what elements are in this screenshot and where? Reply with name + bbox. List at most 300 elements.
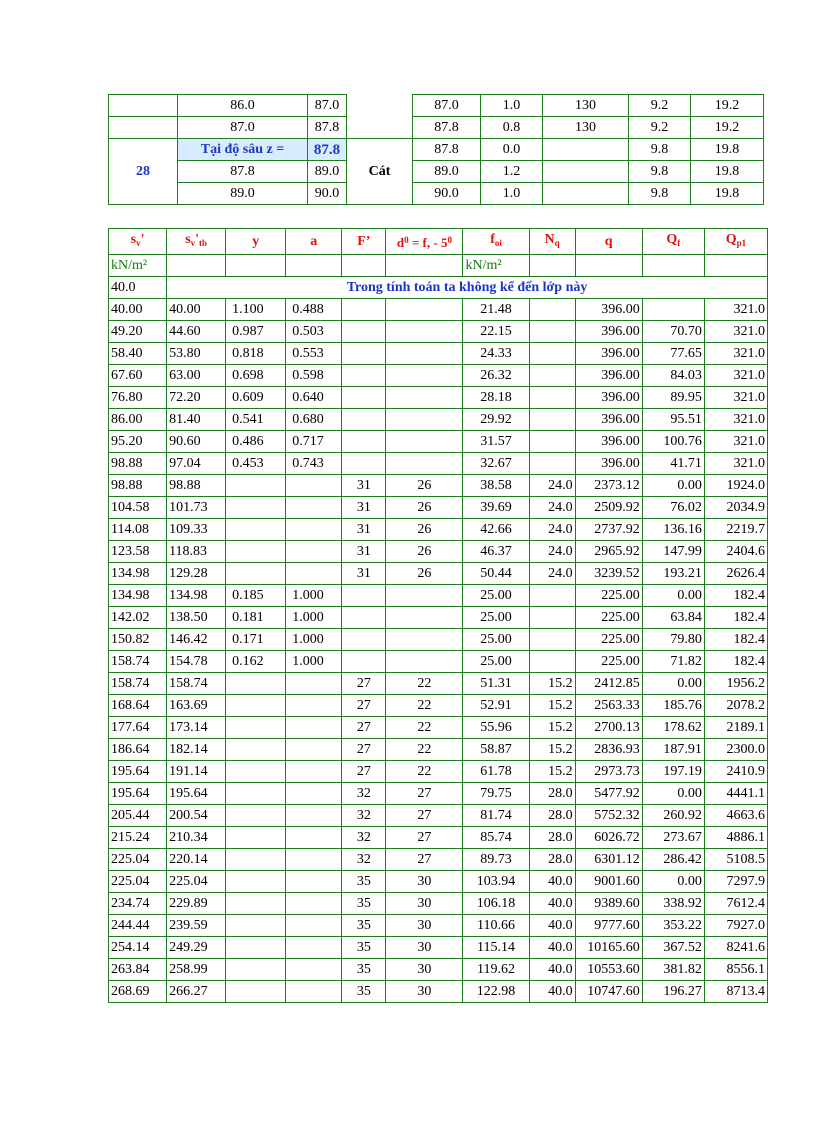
cell: 87.0: [413, 95, 481, 117]
cell: [226, 871, 286, 893]
cell: 87.0: [308, 95, 347, 117]
cell: 84.03: [642, 365, 704, 387]
cell: 0.698: [226, 365, 286, 387]
cell: 115.14: [463, 937, 529, 959]
cell: 19.2: [691, 117, 764, 139]
cell: 109.33: [167, 519, 226, 541]
cell: 0.171: [226, 629, 286, 651]
cell: 147.99: [642, 541, 704, 563]
cell: 200.54: [167, 805, 226, 827]
cell: 19.8: [691, 183, 764, 205]
cell: [342, 321, 386, 343]
cell: 6301.12: [575, 849, 642, 871]
cell: 220.14: [167, 849, 226, 871]
cell: 5108.5: [704, 849, 767, 871]
cell: 28.0: [529, 849, 575, 871]
cell: [226, 739, 286, 761]
cell: [286, 915, 342, 937]
cell: 114.08: [109, 519, 167, 541]
cell: 27: [342, 717, 386, 739]
cell: 32.67: [463, 453, 529, 475]
table-row: [109, 541, 768, 563]
table-row: [109, 607, 768, 629]
cell: 396.00: [575, 365, 642, 387]
cell: 27: [386, 805, 463, 827]
cell: [226, 937, 286, 959]
cell: 2563.33: [575, 695, 642, 717]
cell: [286, 871, 342, 893]
cell: [386, 607, 463, 629]
cell: 1.100: [226, 299, 286, 321]
cell: 9.2: [629, 95, 691, 117]
cell: 22.15: [463, 321, 529, 343]
cell: 28.18: [463, 387, 529, 409]
cell: [167, 255, 226, 277]
cell: [286, 475, 342, 497]
cell: 163.69: [167, 695, 226, 717]
cell: 0.987: [226, 321, 286, 343]
cell: 27: [342, 739, 386, 761]
cell: 51.31: [463, 673, 529, 695]
cell: 134.98: [167, 585, 226, 607]
cell: 260.92: [642, 805, 704, 827]
cell: 110.66: [463, 915, 529, 937]
cell: [529, 431, 575, 453]
cell: 42.66: [463, 519, 529, 541]
cell: 0.486: [226, 431, 286, 453]
cell: 338.92: [642, 893, 704, 915]
cell: 1.2: [481, 161, 543, 183]
cell: 27: [386, 783, 463, 805]
header-a: a: [286, 229, 342, 255]
cell: 40.0: [529, 937, 575, 959]
cell: 32: [342, 805, 386, 827]
cell: 98.88: [109, 453, 167, 475]
cell: 321.0: [704, 409, 767, 431]
table-row: [109, 387, 768, 409]
cell: [342, 585, 386, 607]
cell: 40.0: [529, 959, 575, 981]
cell: 1924.0: [704, 475, 767, 497]
cell: 35: [342, 959, 386, 981]
cell: 40.0: [529, 871, 575, 893]
cell: [529, 365, 575, 387]
cell: [286, 673, 342, 695]
cell: 134.98: [109, 585, 167, 607]
cell: [226, 673, 286, 695]
cell: [286, 541, 342, 563]
table-row: [109, 937, 768, 959]
cell: [226, 959, 286, 981]
cell: 0.453: [226, 453, 286, 475]
cell: 150.82: [109, 629, 167, 651]
cell: 95.51: [642, 409, 704, 431]
cell: [342, 651, 386, 673]
cell: 22: [386, 695, 463, 717]
cell: [529, 453, 575, 475]
cell: 195.64: [109, 761, 167, 783]
cell: 5752.32: [575, 805, 642, 827]
cell: 367.52: [642, 937, 704, 959]
cell: 52.91: [463, 695, 529, 717]
cell: 19.2: [691, 95, 764, 117]
cell: 225.00: [575, 585, 642, 607]
cell: 15.2: [529, 673, 575, 695]
cell: [226, 915, 286, 937]
cell: 58.40: [109, 343, 167, 365]
cell: 32: [342, 827, 386, 849]
header-Qf: $Q_f$: [642, 229, 704, 255]
cell: 129.28: [167, 563, 226, 585]
cell: 1.000: [286, 607, 342, 629]
cell: 191.14: [167, 761, 226, 783]
cell: 8241.6: [704, 937, 767, 959]
cell: 31.57: [463, 431, 529, 453]
soil-layer-table: [108, 94, 764, 205]
table-row: [109, 871, 768, 893]
depth-label: Tại độ sâu z =: [178, 139, 308, 161]
cell: 2034.9: [704, 497, 767, 519]
cell: [286, 783, 342, 805]
header-d0: $d^0 = f$, - $5^0$: [386, 229, 463, 255]
header-foi: $f_{oi}$: [463, 229, 529, 255]
table-row: [109, 409, 768, 431]
cell: 24.0: [529, 563, 575, 585]
cell: [226, 805, 286, 827]
cell: 273.67: [642, 827, 704, 849]
table-row: [109, 299, 768, 321]
cell: 81.40: [167, 409, 226, 431]
cell: 15.2: [529, 717, 575, 739]
cell: 119.62: [463, 959, 529, 981]
cell: 32: [342, 783, 386, 805]
cell: 40.0: [529, 893, 575, 915]
cell: 28.0: [529, 783, 575, 805]
cell: 195.64: [167, 783, 226, 805]
cell: [386, 453, 463, 475]
cell: [226, 981, 286, 1003]
cell: 266.27: [167, 981, 226, 1003]
cell: 1.000: [286, 651, 342, 673]
table-row: [109, 343, 768, 365]
cell: 7297.9: [704, 871, 767, 893]
cell: 239.59: [167, 915, 226, 937]
cell: 79.80: [642, 629, 704, 651]
cell: 61.78: [463, 761, 529, 783]
cell: 28.0: [529, 827, 575, 849]
cell: 3239.52: [575, 563, 642, 585]
cell: 55.96: [463, 717, 529, 739]
cell: 4441.1: [704, 783, 767, 805]
cell: 87.8: [178, 161, 308, 183]
cell: 187.91: [642, 739, 704, 761]
cell: 321.0: [704, 453, 767, 475]
cell: [226, 827, 286, 849]
cell: 25.00: [463, 585, 529, 607]
cell: [286, 497, 342, 519]
cell: [386, 409, 463, 431]
cell: [286, 761, 342, 783]
unit-label: kN/m²: [109, 255, 167, 277]
cell: 321.0: [704, 431, 767, 453]
cell: 263.84: [109, 959, 167, 981]
cell: 49.20: [109, 321, 167, 343]
cell: 2410.9: [704, 761, 767, 783]
table-row: [109, 717, 768, 739]
cell: 205.44: [109, 805, 167, 827]
header-row: [109, 229, 768, 255]
cell: 100.76: [642, 431, 704, 453]
cell: 63.84: [642, 607, 704, 629]
cell: 30: [386, 981, 463, 1003]
cell: 9.8: [629, 161, 691, 183]
cell: 0.609: [226, 387, 286, 409]
cell: 4663.6: [704, 805, 767, 827]
cell: 71.82: [642, 651, 704, 673]
cell: 2973.73: [575, 761, 642, 783]
table-row: [109, 959, 768, 981]
cell: 89.73: [463, 849, 529, 871]
cell: [529, 299, 575, 321]
cell: [226, 717, 286, 739]
cell: 19.8: [691, 161, 764, 183]
table-row: [109, 981, 768, 1003]
cell: [386, 585, 463, 607]
cell: 98.88: [109, 475, 167, 497]
cell: 24.0: [529, 519, 575, 541]
cell: 158.74: [109, 673, 167, 695]
cell: 158.74: [167, 673, 226, 695]
cell: 35: [342, 871, 386, 893]
cell: [386, 629, 463, 651]
table-row: [109, 453, 768, 475]
cell: [543, 161, 629, 183]
cell: 89.0: [308, 161, 347, 183]
cell: 35: [342, 981, 386, 1003]
cell: 2626.4: [704, 563, 767, 585]
cell: [529, 585, 575, 607]
table-row: [109, 805, 768, 827]
cell: 130: [543, 95, 629, 117]
layer-cell: [109, 95, 178, 117]
table-row: [109, 893, 768, 915]
cell: [704, 255, 767, 277]
cell: 195.64: [109, 783, 167, 805]
header-Qp: $Q_{p1}$: [704, 229, 767, 255]
cell: 353.22: [642, 915, 704, 937]
cell: 118.83: [167, 541, 226, 563]
cell: [529, 607, 575, 629]
cell: [226, 761, 286, 783]
table-row: [109, 629, 768, 651]
cell: 225.00: [575, 651, 642, 673]
cell: 6026.72: [575, 827, 642, 849]
cell: 15.2: [529, 739, 575, 761]
cell: 76.02: [642, 497, 704, 519]
cell: 22: [386, 761, 463, 783]
cell: 142.02: [109, 607, 167, 629]
cell: 50.44: [463, 563, 529, 585]
cell: 138.50: [167, 607, 226, 629]
table-row: [109, 783, 768, 805]
cell: 26: [386, 475, 463, 497]
header-q: q: [575, 229, 642, 255]
cell: 321.0: [704, 299, 767, 321]
cell: 130: [543, 117, 629, 139]
cell: 58.87: [463, 739, 529, 761]
cell: 26: [386, 519, 463, 541]
cell: 35: [342, 893, 386, 915]
cell: 44.60: [167, 321, 226, 343]
cell: 2078.2: [704, 695, 767, 717]
cell: [286, 255, 342, 277]
header-F: F’: [342, 229, 386, 255]
layer-cell: [109, 117, 178, 139]
cell: 27: [386, 849, 463, 871]
cell: 90.0: [413, 183, 481, 205]
cell: [226, 563, 286, 585]
cell: 396.00: [575, 343, 642, 365]
cell: 26: [386, 563, 463, 585]
cell: 31: [342, 563, 386, 585]
cell: [342, 365, 386, 387]
cell: 15.2: [529, 761, 575, 783]
table-row: [109, 563, 768, 585]
table-row: [109, 739, 768, 761]
cell: 24.0: [529, 497, 575, 519]
cell: 225.04: [109, 871, 167, 893]
cell: [342, 343, 386, 365]
cell: [386, 365, 463, 387]
cell: 258.99: [167, 959, 226, 981]
cell: [226, 541, 286, 563]
cell: 173.14: [167, 717, 226, 739]
table-row: [109, 519, 768, 541]
cell: 0.0: [481, 139, 543, 161]
cell: 103.94: [463, 871, 529, 893]
cell: [342, 453, 386, 475]
cell: 89.0: [178, 183, 308, 205]
cell: 182.4: [704, 629, 767, 651]
cell: 1.000: [286, 585, 342, 607]
cell: 2700.13: [575, 717, 642, 739]
cell: [529, 651, 575, 673]
cell: 98.88: [167, 475, 226, 497]
cell: 27: [342, 673, 386, 695]
data-rows: [109, 299, 768, 1003]
cell: [286, 717, 342, 739]
cell: 89.95: [642, 387, 704, 409]
cell: [386, 651, 463, 673]
cell: [386, 387, 463, 409]
cell: 2737.92: [575, 519, 642, 541]
soil-name: Cát: [347, 139, 413, 205]
depth-value: 87.8: [308, 139, 347, 161]
table-row: [109, 117, 764, 139]
cell: 0.640: [286, 387, 342, 409]
cell: [386, 299, 463, 321]
cell: 396.00: [575, 409, 642, 431]
cell: 70.70: [642, 321, 704, 343]
cell: [286, 849, 342, 871]
cell: [226, 695, 286, 717]
cell: 31: [342, 519, 386, 541]
cell: 182.4: [704, 651, 767, 673]
cell: 1.0: [481, 95, 543, 117]
cell: 31: [342, 475, 386, 497]
cell: 30: [386, 915, 463, 937]
cell: [286, 893, 342, 915]
cell: [286, 695, 342, 717]
cell: [286, 827, 342, 849]
cell: 2836.93: [575, 739, 642, 761]
cell: 7612.4: [704, 893, 767, 915]
cell: 2509.92: [575, 497, 642, 519]
cell: 286.42: [642, 849, 704, 871]
cell: 32: [342, 849, 386, 871]
cell: [529, 321, 575, 343]
cell: 396.00: [575, 453, 642, 475]
cell: 9777.60: [575, 915, 642, 937]
cell: [342, 607, 386, 629]
cell: 0.8: [481, 117, 543, 139]
cell: 46.37: [463, 541, 529, 563]
cell: 87.8: [413, 117, 481, 139]
cell: 29.92: [463, 409, 529, 431]
cell: 10165.60: [575, 937, 642, 959]
cell: 85.74: [463, 827, 529, 849]
cell: 9.2: [629, 117, 691, 139]
cell: 1.0: [481, 183, 543, 205]
cell: 40.0: [529, 915, 575, 937]
cell: 81.74: [463, 805, 529, 827]
cell: 15.2: [529, 695, 575, 717]
layer-number: 28: [109, 139, 178, 205]
cell: 1.000: [286, 629, 342, 651]
cell: 134.98: [109, 563, 167, 585]
bearing-capacity-table: [108, 228, 768, 1003]
cell: 136.16: [642, 519, 704, 541]
cell: 30: [386, 959, 463, 981]
table-row: [109, 497, 768, 519]
cell: [286, 739, 342, 761]
cell: 30: [386, 871, 463, 893]
cell: [226, 849, 286, 871]
table-row: [109, 849, 768, 871]
cell: 234.74: [109, 893, 167, 915]
cell: 0.162: [226, 651, 286, 673]
cell: 26.32: [463, 365, 529, 387]
cell: 31: [342, 497, 386, 519]
cell: 87.8: [308, 117, 347, 139]
cell: 0.598: [286, 365, 342, 387]
cell: [575, 255, 642, 277]
cell: 38.58: [463, 475, 529, 497]
cell: 0.503: [286, 321, 342, 343]
cell: 63.00: [167, 365, 226, 387]
table-row: [109, 431, 768, 453]
cell: 35: [342, 937, 386, 959]
cell: 177.64: [109, 717, 167, 739]
cell: 0.00: [642, 475, 704, 497]
cell: 321.0: [704, 321, 767, 343]
soil-cell: [347, 95, 413, 117]
cell: 95.20: [109, 431, 167, 453]
cell: 76.80: [109, 387, 167, 409]
ignored-layer-note: Trong tính toán ta không kể đến lớp này: [167, 277, 768, 299]
note-row: [109, 277, 768, 299]
cell: [226, 893, 286, 915]
